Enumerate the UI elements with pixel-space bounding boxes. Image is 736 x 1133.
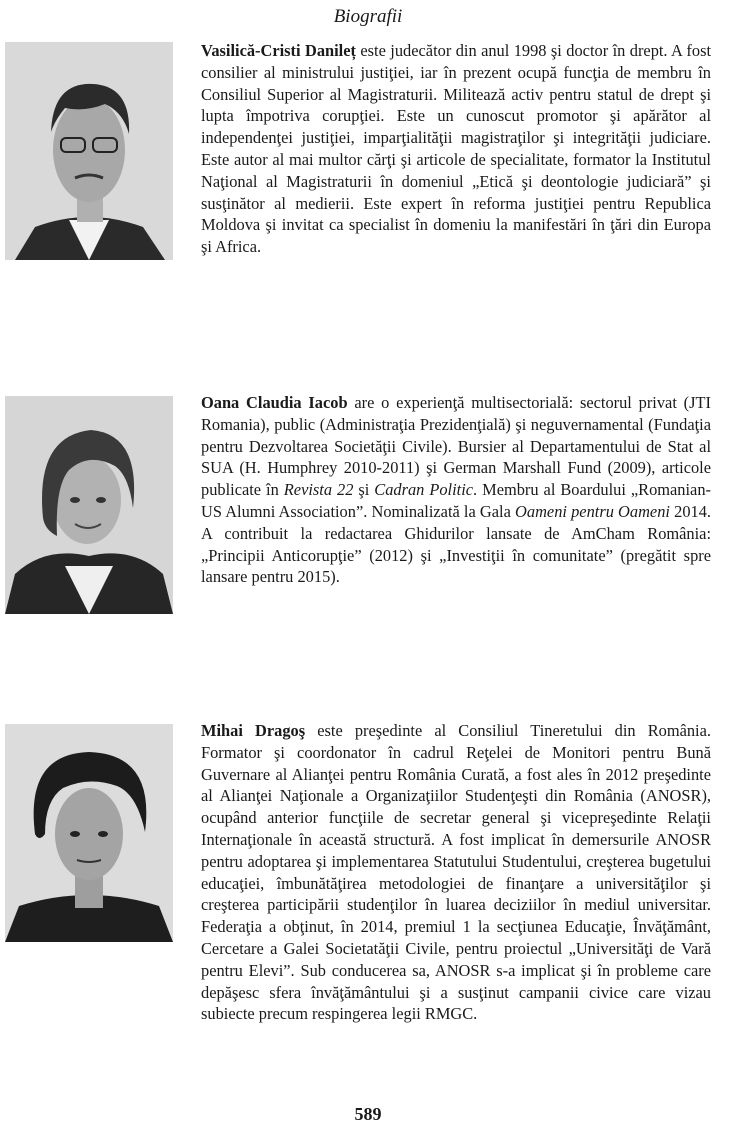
bio-italic-title: Oameni pentru Oameni [515,501,670,521]
bio-dragos [201,720,711,1025]
bio-text-part: şi [353,480,375,500]
page-number: 589 [354,1104,382,1124]
bio-text: este preşedinte al Consiliul Tineretului din România. Formator şi coordonator în cadrul Reţelei de Monitori pentru Bună Guvernare al Alianţei pentru România Curată, a fost ales în 2012 preşedinte al Alianţei Naţionale a Organizaţiilor Studenţeşti din România (ANOSR), ocupând anterior funcţiile de secretar general şi vicepreşedinte Relaţii Internaţionale în această structură. A fost implicat în demersurile ANOSR pentru adoptarea şi implementarea Statutului Studentului, creşterea bugetului educaţiei, îmbunătăţirea metodologiei de finanţare a universităţilor şi creşterea participării studenţilor în luarea deciziilor în mediul universitar. Federaţia a obţinut, în 2014, premiul 1 la secţiunea Educaţie, Învăţământ, Cercetare a Galei Societatăţii Civile, pentru proiectul „Universităţi de Vară pentru Elevi”. Sub conducerea sa, ANOSR s-a implicat şi în probleme care depăşesc sfera învăţământului şi a susţinut campanii civice care vizau subiecte precum respingerea legii RMGC. [201,721,711,1024]
portrait-photo-iacob [5,396,173,614]
bio-text-part: are o experienţă multisectorială: sectorul privat (JTI Romania), public (Administraţia Prezidenţială) şi neguvernamental (Fundaţia pentru Dezvoltarea Societăţii Civile). Bursier al Departamentului de Stat al SUA (H. Humphrey 2010-2011) şi German Marshall Fund (2009), articole publicate în [201,393,711,500]
bio-name: Vasilică-Cristi Danileț [201,41,356,60]
bio-text-part: . Membru al Boardului „Romanian-US Alumni Association”. Nominalizată la Gala [201,480,711,521]
bio-italic-title: Cadran Politic [374,480,474,500]
bio-text-part: 2014. A contribuit la redactarea Ghidurilor lansate de AmCham România: „Principii Anticorupţie” (2012) şi „Investiţii în comunitate” (pregătit spre lansare pentru 2015). [201,501,712,587]
portrait-photo-dragos [5,724,173,942]
bio-iacob [201,392,711,588]
running-header: Biografii [333,6,403,27]
portrait-photo-danilet [5,42,173,260]
bio-name: Mihai Dragoş [201,721,306,740]
bio-name: Oana Claudia Iacob [201,393,348,412]
bio-text: este judecător din anul 1998 şi doctor în drept. A fost consilier al ministrului justiţiei, iar în prezent ocupă funcţia de membru în Consiliul Superior al Magistraturii. Militează activ pentru statul de drept şi lupta împotriva corupţiei. Este un cunoscut promotor şi apărător al independenţei justiţiei, imparţialităţii magistraţilor şi integrităţii judiciare. Este autor al mai multor cărţi şi articole de specialitate, formator la Institutul Naţional al Magistraturii în domeniul „Etică şi deontologie judiciară” şi susţinător al medierii. Este expert în reforma justiţiei pentru Republica Moldova şi invitat ca specialist în domeniu la manifestări în ţări din Europa şi Africa. [201,41,711,257]
bio-danilet [201,40,711,258]
bio-italic-title: Revista 22 [283,480,354,500]
